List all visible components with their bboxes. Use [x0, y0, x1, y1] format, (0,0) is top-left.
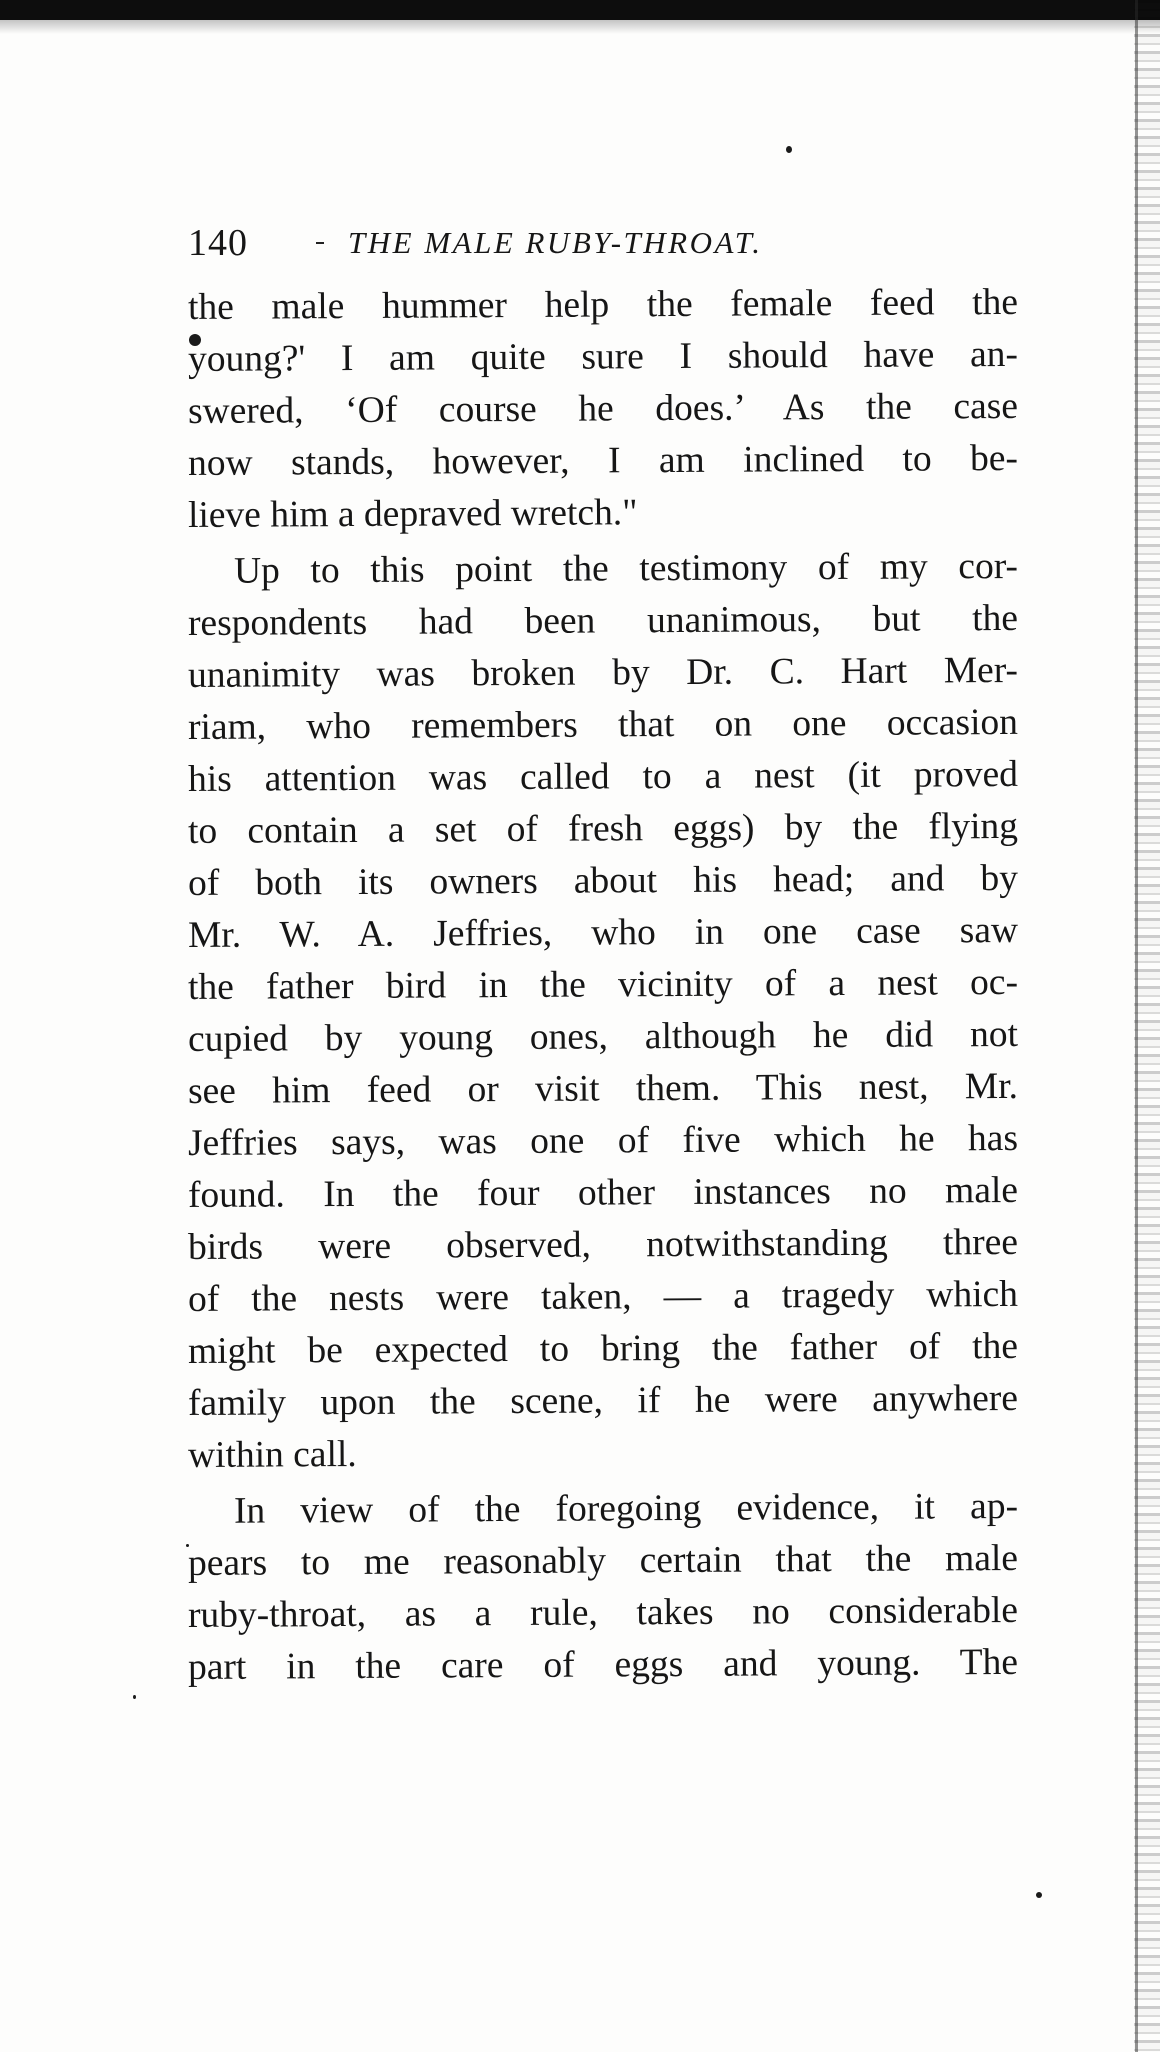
text-line: birds were observed, notwithstanding three [187, 1221, 1019, 1268]
text-line: respondents had been unanimous, but the [187, 597, 1019, 644]
paragraph-1 [188, 282, 1018, 542]
text-line: to contain a set of fresh eggs) by the flying [187, 805, 1019, 852]
scan-page-edge-line [1135, 0, 1138, 2052]
text-line: now stands, however, I am inclined to be- [187, 437, 1019, 484]
text-line: Up to this point the testimony of my cor- [233, 545, 1019, 592]
scan-speck [1036, 1892, 1042, 1898]
text-line: ruby-throat, as a rule, takes no considerable [187, 1589, 1019, 1636]
paragraph-3 [188, 1486, 1018, 1694]
text-line: young?' I am quite sure I should have an- [187, 333, 1019, 380]
header-dash [316, 242, 324, 244]
running-title: THE MALE RUBY-THROAT. [348, 225, 763, 260]
text-line: found. In the four other instances no male [187, 1169, 1019, 1216]
text-line: of the nests were taken, — a tragedy which [187, 1273, 1019, 1320]
scan-top-shadow [0, 20, 1160, 34]
text-line: cupied by young ones, although he did not [187, 1013, 1019, 1060]
scan-top-border [0, 0, 1160, 20]
text-line: In view of the foregoing evidence, it ap- [233, 1485, 1019, 1532]
text-line: family upon the scene, if he were anywhere [187, 1377, 1019, 1424]
text-line: part in the care of eggs and young. The [187, 1641, 1019, 1688]
paragraph-2 [188, 546, 1018, 1482]
text-line: the male hummer help the female feed the [187, 281, 1019, 328]
text-line: Jeffries says, was one of five which he has [187, 1117, 1019, 1164]
body-text [188, 282, 1018, 1694]
page-number: 140 [188, 222, 248, 264]
text-line: unanimity was broken by Dr. C. Hart Mer- [187, 649, 1019, 696]
text-line: lieve him a depraved wretch." [187, 492, 638, 536]
scan-speck [133, 1695, 136, 1699]
text-line: Mr. W. A. Jeffries, who in one case saw [187, 909, 1019, 956]
text-line: within call. [187, 1433, 357, 1476]
page-header [188, 218, 848, 268]
text-line: his attention was called to a nest (it proved [187, 753, 1019, 800]
text-line: see him feed or visit them. This nest, Mr. [187, 1065, 1019, 1112]
text-line: riam, who remembers that on one occasion [187, 701, 1019, 748]
text-line: the father bird in the vicinity of a nest oc- [187, 961, 1019, 1008]
scan-speck [786, 146, 792, 153]
text-line: swered, ‘Of course he does.’ As the case [187, 385, 1019, 432]
text-line: of both its owners about his head; and by [187, 857, 1019, 904]
text-line: might be expected to bring the father of the [187, 1325, 1019, 1372]
text-line: pears to me reasonably certain that the male [187, 1537, 1019, 1584]
